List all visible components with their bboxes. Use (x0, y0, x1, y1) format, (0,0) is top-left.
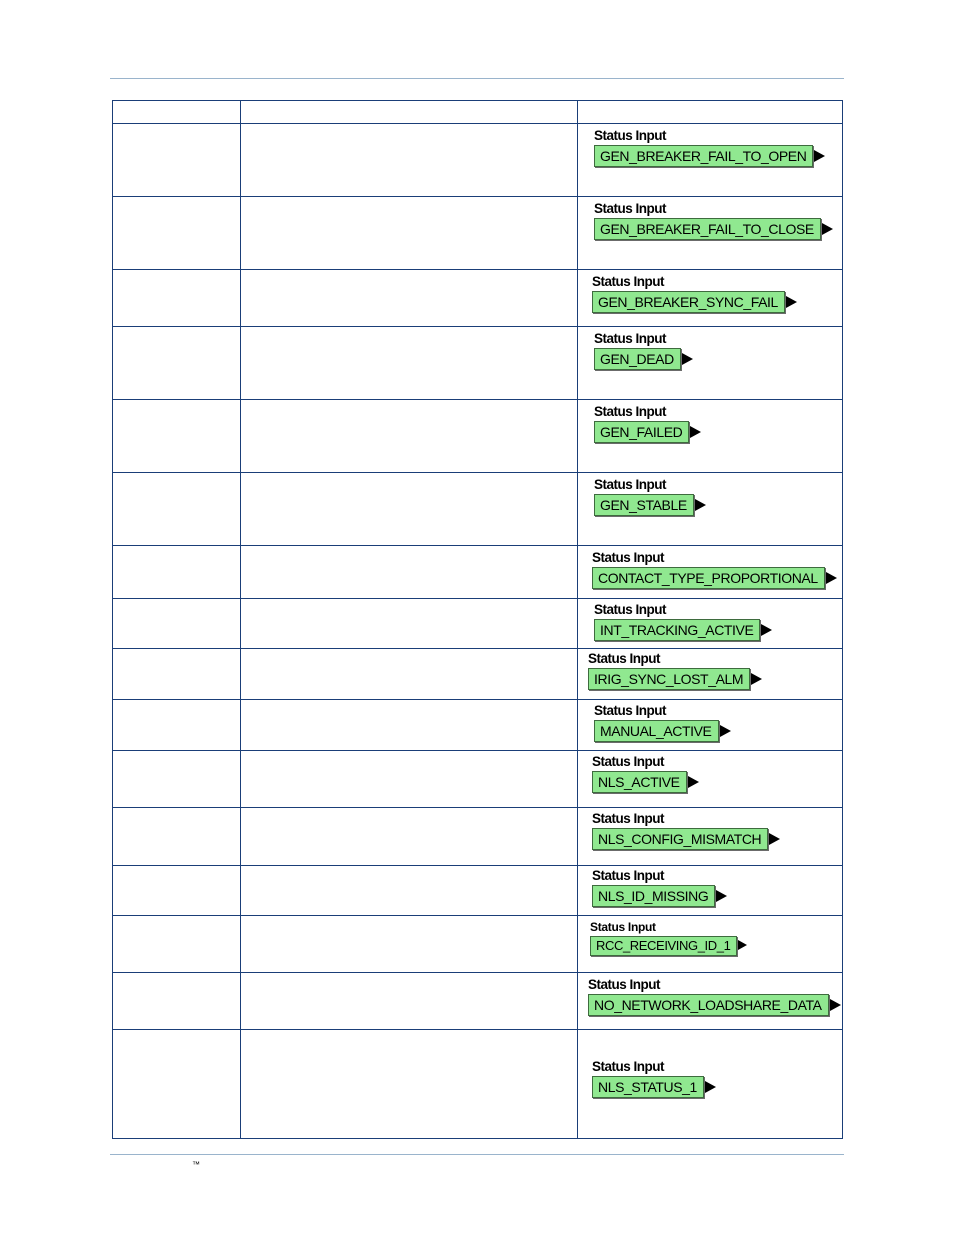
status-input-block[interactable] (594, 603, 772, 641)
status-input-name: GEN_DEAD (594, 348, 681, 370)
output-arrow-icon (690, 426, 701, 438)
row-cell-2 (241, 916, 578, 973)
row-cell-2 (241, 327, 578, 400)
output-arrow-icon (822, 223, 833, 235)
output-arrow-icon (830, 999, 841, 1011)
logic-cell (578, 649, 843, 700)
logic-cell (578, 197, 843, 270)
logic-cell (578, 916, 843, 973)
row-cell-2 (241, 1030, 578, 1139)
logic-cell (578, 751, 843, 808)
header-cell-1 (113, 101, 241, 124)
table-row (113, 327, 843, 400)
output-arrow-icon (761, 624, 772, 636)
row-cell-1 (113, 808, 241, 866)
status-input-block[interactable] (592, 755, 699, 793)
status-input-name: GEN_BREAKER_FAIL_TO_OPEN (594, 145, 813, 167)
logic-cell (578, 546, 843, 599)
row-cell-2 (241, 808, 578, 866)
status-input-block[interactable] (594, 332, 693, 370)
output-arrow-icon (751, 673, 762, 685)
logic-cell (578, 270, 843, 327)
status-input-name: NLS_CONFIG_MISMATCH (592, 828, 768, 850)
status-input-block[interactable] (594, 405, 701, 443)
output-arrow-icon (695, 499, 706, 511)
row-cell-2 (241, 197, 578, 270)
row-cell-1 (113, 866, 241, 916)
logic-cell (578, 700, 843, 751)
row-cell-2 (241, 973, 578, 1030)
logic-cell (578, 327, 843, 400)
status-input-block[interactable] (588, 978, 841, 1016)
trademark-symbol: ™ (192, 1160, 200, 1169)
output-arrow-icon (738, 940, 747, 950)
row-cell-2 (241, 751, 578, 808)
logic-cell (578, 599, 843, 649)
output-arrow-icon (786, 296, 797, 308)
table-row (113, 700, 843, 751)
table-row (113, 124, 843, 197)
output-arrow-icon (705, 1081, 716, 1093)
output-arrow-icon (716, 890, 727, 902)
logic-cell (578, 808, 843, 866)
row-cell-1 (113, 270, 241, 327)
status-input-label: Status Input (588, 651, 660, 666)
output-arrow-icon (720, 725, 731, 737)
status-input-label: Status Input (594, 331, 666, 346)
status-input-name: INT_TRACKING_ACTIVE (594, 619, 760, 641)
table-row (113, 400, 843, 473)
status-input-block[interactable] (588, 652, 762, 690)
logic-cell (578, 866, 843, 916)
row-cell-1 (113, 1030, 241, 1139)
logic-cell (578, 973, 843, 1030)
status-input-block[interactable] (592, 869, 727, 907)
row-cell-1 (113, 751, 241, 808)
status-input-block[interactable] (592, 1060, 716, 1098)
logic-cell (578, 400, 843, 473)
status-input-block[interactable] (594, 129, 825, 167)
row-cell-2 (241, 270, 578, 327)
status-input-block[interactable] (590, 921, 747, 956)
table-row (113, 197, 843, 270)
header-cell-3 (578, 101, 843, 124)
logic-cell (578, 473, 843, 546)
row-cell-1 (113, 327, 241, 400)
row-cell-2 (241, 473, 578, 546)
status-input-table (112, 100, 843, 1139)
table-row (113, 649, 843, 700)
row-cell-2 (241, 599, 578, 649)
output-arrow-icon (814, 150, 825, 162)
table-row (113, 473, 843, 546)
status-input-name: NLS_ACTIVE (592, 771, 687, 793)
status-input-block[interactable] (594, 202, 833, 240)
table-row (113, 973, 843, 1030)
row-cell-2 (241, 124, 578, 197)
row-cell-1 (113, 197, 241, 270)
table-row (113, 270, 843, 327)
status-input-label: Status Input (592, 811, 664, 826)
output-arrow-icon (769, 833, 780, 845)
status-input-label: Status Input (594, 477, 666, 492)
status-input-name: CONTACT_TYPE_PROPORTIONAL (592, 567, 825, 589)
table-row (113, 751, 843, 808)
footer-rule (110, 1154, 844, 1155)
row-cell-1 (113, 973, 241, 1030)
output-arrow-icon (682, 353, 693, 365)
table-header-row (113, 101, 843, 124)
status-input-label: Status Input (594, 602, 666, 617)
table-row (113, 1030, 843, 1139)
status-input-name: RCC_RECEIVING_ID_1 (590, 936, 737, 956)
row-cell-1 (113, 473, 241, 546)
status-input-name: GEN_BREAKER_FAIL_TO_CLOSE (594, 218, 821, 240)
status-input-label: Status Input (592, 550, 664, 565)
status-input-label: Status Input (594, 404, 666, 419)
status-input-name: NO_NETWORK_LOADSHARE_DATA (588, 994, 829, 1016)
row-cell-2 (241, 546, 578, 599)
table-row (113, 599, 843, 649)
status-input-label: Status Input (594, 201, 666, 216)
status-input-label: Status Input (590, 920, 656, 934)
table-row (113, 546, 843, 599)
row-cell-1 (113, 916, 241, 973)
row-cell-1 (113, 400, 241, 473)
status-input-name: MANUAL_ACTIVE (594, 720, 719, 742)
header-rule (110, 78, 844, 79)
logic-cell (578, 124, 843, 197)
output-arrow-icon (826, 572, 837, 584)
status-input-name: GEN_STABLE (594, 494, 694, 516)
status-input-label: Status Input (592, 868, 664, 883)
status-input-block[interactable] (594, 478, 706, 516)
table-row (113, 866, 843, 916)
row-cell-2 (241, 866, 578, 916)
output-arrow-icon (688, 776, 699, 788)
row-cell-1 (113, 599, 241, 649)
row-cell-1 (113, 649, 241, 700)
table-row (113, 916, 843, 973)
row-cell-2 (241, 400, 578, 473)
status-input-label: Status Input (592, 754, 664, 769)
status-input-label: Status Input (594, 128, 666, 143)
status-input-name: GEN_BREAKER_SYNC_FAIL (592, 291, 785, 313)
status-input-label: Status Input (592, 1059, 664, 1074)
row-cell-1 (113, 700, 241, 751)
row-cell-1 (113, 546, 241, 599)
status-input-label: Status Input (594, 703, 666, 718)
status-input-label: Status Input (592, 274, 664, 289)
row-cell-2 (241, 700, 578, 751)
status-input-block[interactable] (592, 551, 837, 589)
status-input-label: Status Input (588, 977, 660, 992)
status-input-name: NLS_STATUS_1 (592, 1076, 704, 1098)
logic-cell (578, 1030, 843, 1139)
status-input-block[interactable] (594, 704, 731, 742)
header-cell-2 (241, 101, 578, 124)
row-cell-1 (113, 124, 241, 197)
status-input-name: NLS_ID_MISSING (592, 885, 715, 907)
status-input-block[interactable] (592, 275, 797, 313)
status-input-name: GEN_FAILED (594, 421, 689, 443)
row-cell-2 (241, 649, 578, 700)
table-row (113, 808, 843, 866)
status-input-block[interactable] (592, 812, 780, 850)
status-input-name: IRIG_SYNC_LOST_ALM (588, 668, 750, 690)
